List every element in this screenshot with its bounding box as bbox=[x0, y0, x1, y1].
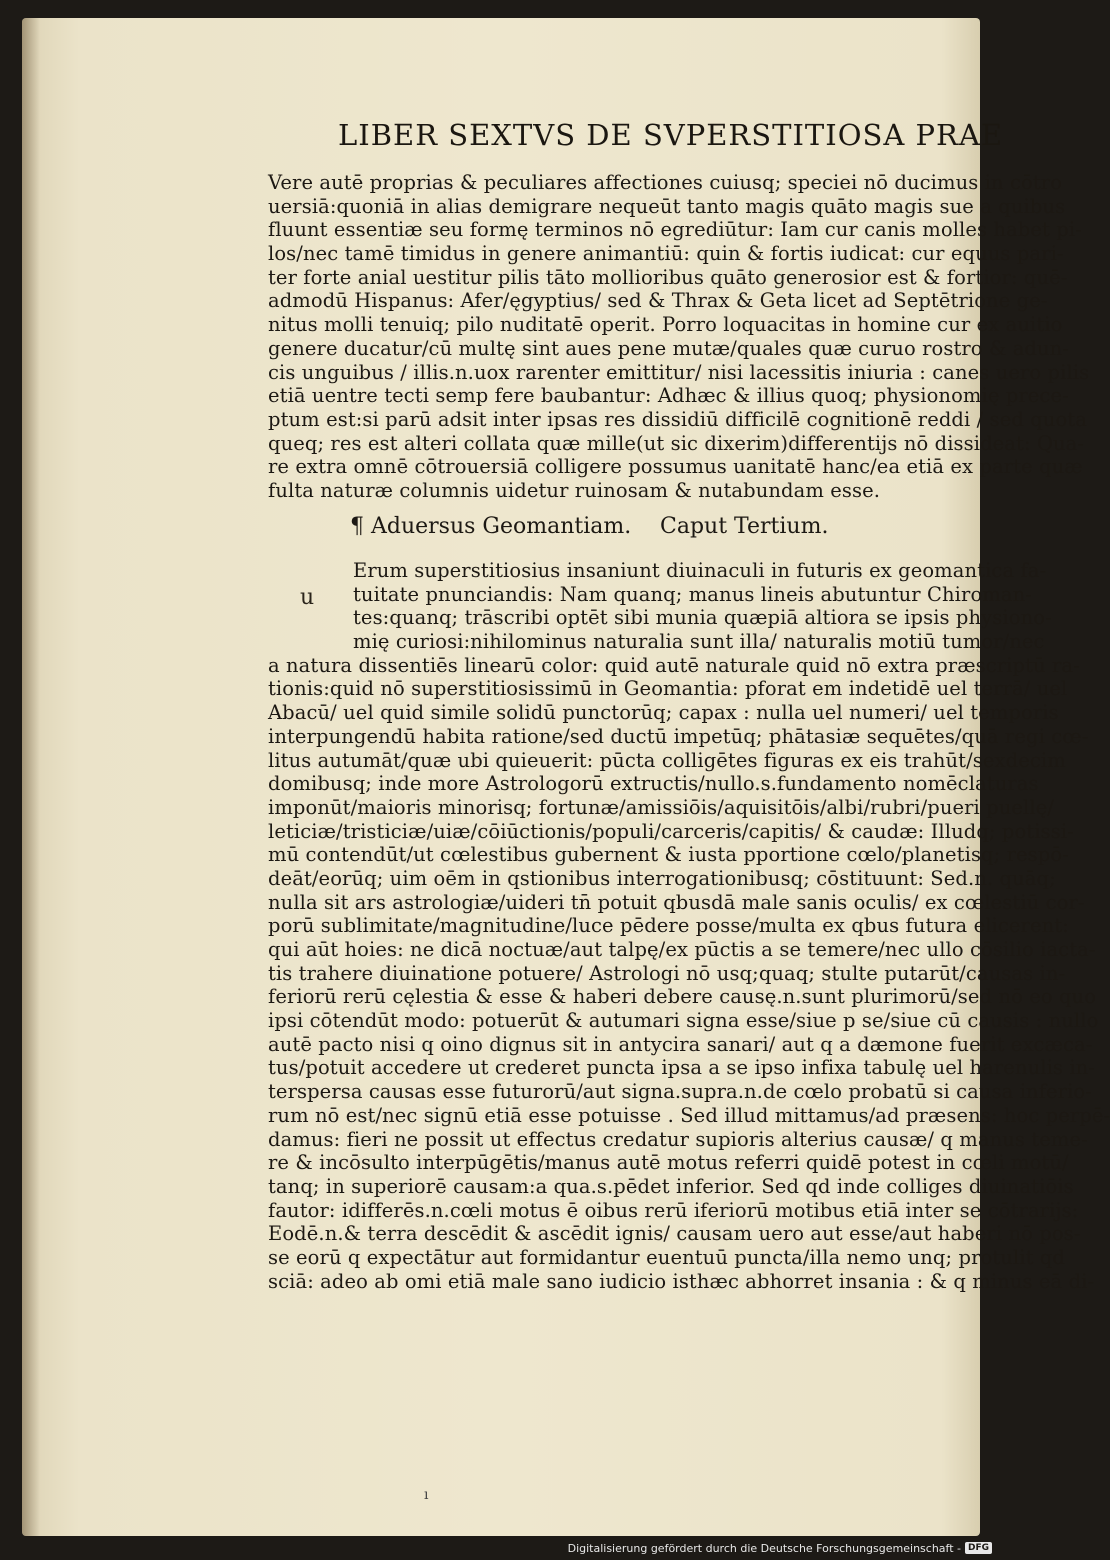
text-line: damus: fieri ne possit ut effectus credatur supioris alterius causæ/ q manus teme- bbox=[268, 1127, 1088, 1151]
chapter-heading bbox=[350, 514, 950, 539]
text-line: uersiā:quoniā in alias demigrare nequeūt tanto magis quāto magis sue a quibus bbox=[268, 194, 1066, 218]
text-line: sciā: adeo ab omi etiā male sano iudicio isthæc abhorret insania : & q minus eā di- bbox=[268, 1269, 1095, 1293]
text-line: tes:quanq; trāscribi optēt sibi munia quæpiā altiora se ipsis physiono- bbox=[353, 606, 1052, 630]
text-line: fulta naturæ columnis uidetur ruinosam & nutabundam esse. bbox=[268, 478, 881, 502]
text-line: se eorū q expectātur aut formidantur euentuū puncta/illa nemo unq; protulit qd bbox=[268, 1245, 1065, 1269]
text-line: tionis:quid nō superstitiosissimū in Geomantia: pforat em indetidē uel terrā/ uel bbox=[268, 677, 1068, 701]
page-gutter-shadow bbox=[22, 18, 40, 1536]
text-line: re extra omnē cōtrouersiā colligere possumus uanitatē hanc/ea etiā ex parte quæ bbox=[268, 455, 1083, 479]
text-line: domibusq; inde more Astrologorū extructis/nullo.s.fundamento nomēclaturas bbox=[268, 772, 1039, 796]
text-line: cis unguibus / illis.n.uox rarenter emittitur/ nisi lacessitis iniuria : canes uero pilis bbox=[268, 360, 1090, 384]
text-line: mię curiosi:nihilominus naturalia sunt illa/ naturalis motiū tumor/nec bbox=[353, 630, 1045, 654]
running-header: LIBER SEXTVS DE SVPERSTITIOSA PRAE bbox=[338, 118, 1003, 152]
text-line: nitus molli tenuiq; pilo nuditatē operit. Porro loquacitas in homine cur ex auitio bbox=[268, 313, 1063, 337]
text-line: tis trahere diuinatione potuere/ Astrologi nō usq;quaq; stulte putarūt/causas in- bbox=[268, 961, 1066, 985]
text-line: deāt/eorūq; uim oēm in qstionibus interrogationibusq; cōstituunt: Sed.n. quāq; bbox=[268, 866, 1056, 890]
text-line: feriorū rerū cęlestia & esse & haberi debere causę.n.sunt plurimorū/sed nō eo quo bbox=[268, 985, 1097, 1009]
text-line: ter forte anial uestitur pilis tāto mollioribus quāto generosior est & fortior: quē- bbox=[268, 265, 1068, 289]
text-line: ptum est:si parū adsit inter ipsas res dissidiū difficilē cognitionē reddi / sed quota bbox=[268, 407, 1087, 431]
text-line: re & incōsulto interpūgētis/manus autē motus referri quidē potest in cœli motū/ bbox=[268, 1151, 1069, 1175]
footer-credit: Digitalisierung gefördert durch die Deutsche Forschungsgemeinschaft - bbox=[567, 1541, 961, 1555]
paragraph-1 bbox=[268, 171, 1090, 503]
text-line: Vere autē proprias & peculiares affectiones cuiusq; speciei nō ducimus in cōtro bbox=[268, 171, 1063, 194]
text-line: leticiæ/tristiciæ/uiæ/cōiūctionis/populi/carceris/capitis/ & caudæ: Illudq; potissi- bbox=[268, 819, 1074, 843]
chapter-title: ¶ Aduersus Geomantiam. bbox=[350, 514, 632, 539]
text-line: Erum superstitiosius insaniunt diuinaculi in futuris ex geomantica fa- bbox=[353, 559, 1047, 582]
signature-mark: ı bbox=[424, 1487, 429, 1503]
text-line: litus autumāt/quæ ubi quieuerit: pūcta colligētes figuras ex eis trahūt/sexdecim bbox=[268, 748, 1066, 772]
initial-letter-guide: u bbox=[300, 585, 315, 610]
chapter-number: Caput Tertium. bbox=[660, 514, 829, 539]
text-line: imponūt/maioris minorisq; fortunæ/amissiōis/aquisitōis/albi/rubri/pueri puellę/ bbox=[268, 795, 1055, 819]
paragraph-2 bbox=[268, 559, 1110, 1293]
text-line: Abacū/ uel quid simile solidū punctorūq; capax : nulla uel numeri/ uel temporis bbox=[268, 701, 1059, 725]
text-line: queq; res est alteri collata quæ mille(ut sic dixerim)differentijs nō dissideat: Qua- bbox=[268, 431, 1085, 455]
text-line: los/nec tamē timidus in genere animantiū: quin & fortis iudicat: cur equus pari- bbox=[268, 242, 1064, 266]
text-line: tus/potuit accedere ut crederet puncta ipsa a se ipso infixa tabulę uel harenulis in- bbox=[268, 1056, 1096, 1080]
text-line: porū sublimitate/magnitudine/luce pēdere posse/multa ex qbus futura elicerent: bbox=[268, 914, 1069, 938]
text-line: nulla sit ars astrologiæ/uideri tn̄ potuit qbusdā male sanis oculis/ ex cœlestiū cor- bbox=[268, 890, 1085, 914]
text-line: autē pacto nisi q oino dignus sit in antycira sanari/ aut q a dæmone fuerit excæca- bbox=[268, 1032, 1093, 1056]
text-line: etiā uentre tecti semp fere baubantur: Adhæc & illius quoq; physionomię prece- bbox=[268, 384, 1069, 408]
text-line: terspersa causas esse futurorū/aut signa.supra.n.de cœlo probatū si causa inferio- bbox=[268, 1080, 1092, 1104]
text-line: qui aūt hoies: ne dicā noctuæ/aut talpę/ex pūctis a se temere/nec ullo cōsilio iacta- bbox=[268, 938, 1096, 961]
digitization-footer bbox=[568, 1538, 992, 1558]
text-line: Eodē.n.& terra descēdit & ascēdit ignis/ causam uero aut esse/aut haberi nō pos- bbox=[268, 1222, 1081, 1246]
text-line: tanq; in superiorē causam:a qua.s.pēdet inferior. Sed qd inde colliges diuinatiōis bbox=[268, 1174, 1074, 1198]
text-line: interpungendū habita ratione/sed ductū impetūq; phātasiæ sequētes/quā regi cœ- bbox=[268, 724, 1089, 748]
text-line: genere ducatur/cū multę sint aues pene mutæ/quales quæ curuo rostro & adun- bbox=[268, 336, 1070, 360]
text-line: admodū Hispanus: Afer/ęgyptius/ sed & Thrax & Geta licet ad Septētrione ge- bbox=[268, 289, 1048, 313]
text-line: mū contendūt/ut cœlestibus gubernent & iusta pportione cœlo/planetisq; respō- bbox=[268, 843, 1069, 867]
text-line: rum nō est/nec signū etiā esse potuisse . Sed illud mittamus/ad præsens: hoc perpē- bbox=[268, 1103, 1110, 1127]
text-line: a natura dissentiēs linearū color: quid autē naturale quid nō extra præscriptū ra- bbox=[268, 653, 1080, 677]
text-line: fautor: idifferēs.n.cœli motus ē oibus rerū iferiorū motibus etiā inter se cōtrarijs: bbox=[268, 1198, 1079, 1222]
dfg-logo: DFG bbox=[965, 1542, 992, 1554]
text-line: tuitate pnunciandis: Nam quanq; manus lineis abutuntur Chiroman- bbox=[353, 582, 1032, 606]
text-line: fluunt essentiæ seu formę terminos nō egrediūtur: Iam cur canis molles habet pi- bbox=[268, 218, 1082, 242]
text-line: ipsi cōtendūt modo: potuerūt & autumari signa esse/siue p se/siue cū causis : nullo bbox=[268, 1009, 1099, 1033]
